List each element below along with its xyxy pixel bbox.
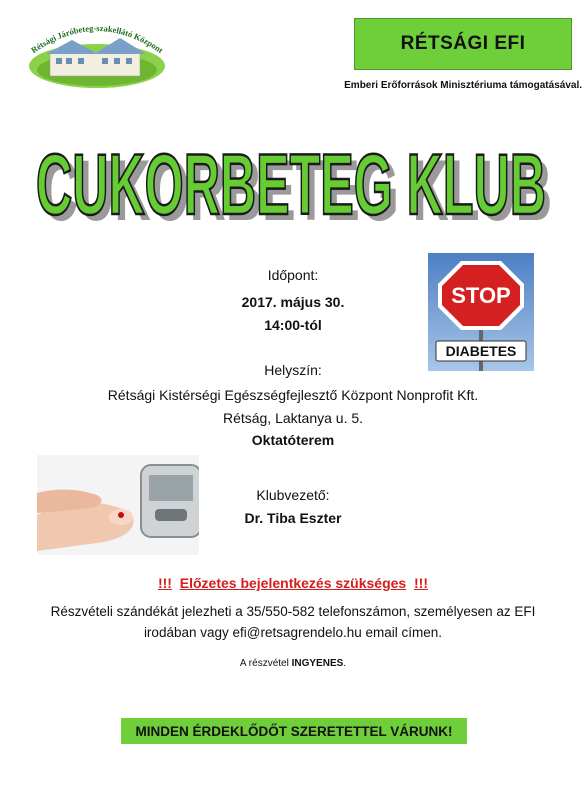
stop-text: STOP — [451, 283, 511, 308]
page-title — [26, 128, 560, 238]
efi-label: RÉTSÁGI EFI — [400, 33, 526, 54]
location-line2: Rétság, Laktanya u. 5. — [222, 410, 364, 426]
registration-info-line1: Részvételi szándékát jelezheti a 35/550-582 telefonszámon, személyesen az EFI — [50, 604, 536, 619]
glucose-meter-image — [37, 455, 199, 555]
registration-info-line2: irodában vagy efi@retsagrendelo.hu email címen. — [143, 625, 443, 640]
location-line1: Rétsági Kistérségi Egészségfejlesztő Központ Nonprofit Kft. — [107, 387, 479, 403]
welcome-banner — [121, 718, 467, 744]
warning-marks-left: !!! — [157, 575, 172, 591]
welcome-text: MINDEN ÉRDEKLŐDŐT SZERETETTEL VÁRUNK! — [135, 723, 453, 739]
logo-text: Rétsági Járóbeteg-szakellátó Központ — [28, 22, 166, 56]
time-label: Időpont: — [267, 267, 319, 283]
event-time: 14:00-tól — [264, 317, 322, 333]
leader-name: Dr. Tiba Eszter — [244, 510, 342, 526]
title-text: CUKORBETEG KLUB — [36, 137, 546, 233]
free-notice: A részvétel INGYENES. — [239, 658, 347, 669]
diabetes-text: DIABETES — [445, 343, 517, 359]
warning-text: Előzetes bejelentkezés szükséges — [179, 575, 407, 591]
registration-warning — [93, 575, 493, 591]
ministry-support-text: Emberi Erőforrások Minisztériuma támogatásával. — [344, 80, 582, 91]
warning-marks-right: !!! — [414, 575, 428, 591]
svg-text:CUKORBETEG KLUB: CUKORBETEG KLUB — [42, 143, 552, 238]
location-label: Helyszín: — [264, 362, 322, 378]
stop-diabetes-image — [428, 253, 534, 371]
leader-label: Klubvezető: — [256, 487, 330, 503]
clinic-logo — [22, 14, 172, 94]
efi-badge — [354, 18, 572, 70]
free-word: INGYENES — [291, 658, 344, 669]
event-date: 2017. május 30. — [241, 294, 345, 310]
location-room: Oktatóterem — [251, 432, 335, 448]
